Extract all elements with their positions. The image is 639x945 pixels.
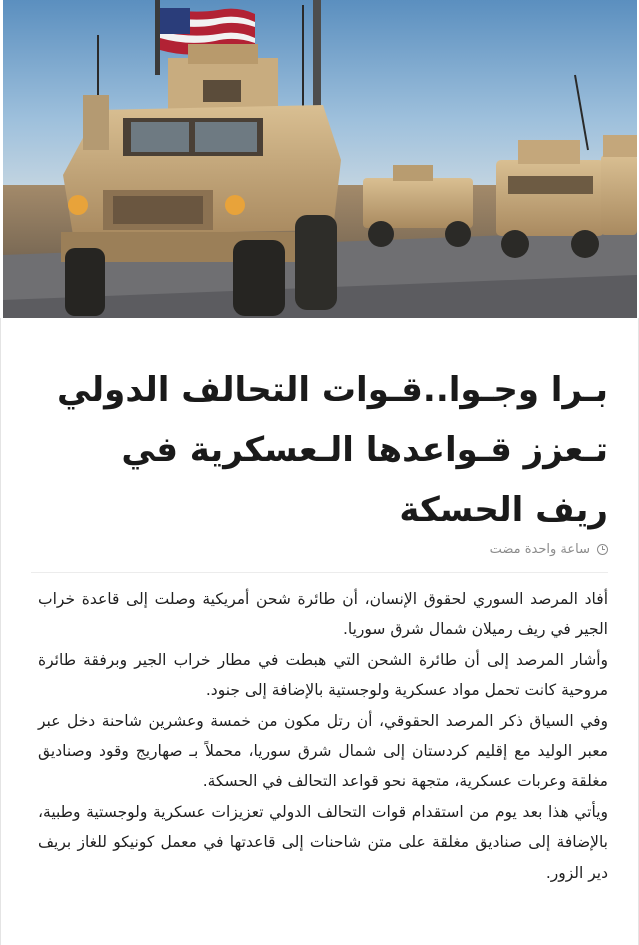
paragraph: وأشار المرصد إلى أن طائرة الشحن التي هبطت في مطار خراب الجير وبرفقة طائرة مروحية كانت تحمل مواد عسكرية ولوجستية بالإضافة إلى جنود.	[38, 650, 608, 700]
hero-image	[3, 0, 637, 318]
article	[0, 318, 639, 945]
paragraph: ويأتي هذا بعد يوم من استقدام قوات التحالف الدولي تعزيزات عسكرية ولوجستية وطبية، بالإضافة إلى صناديق مغلقة على متن شاحنات إلى قاعدتها في معمل كونيكو للغاز بريف دير الزور.	[38, 802, 608, 882]
timestamp: ساعة واحدة مضت	[489, 542, 590, 557]
paragraph: أفاد المرصد السوري لحقوق الإنسان، أن طائرة شحن أمريكية وصلت إلى قاعدة خراب الجير في ريف رميلان شمال شرق سوريا.	[38, 590, 608, 639]
background-vehicle	[601, 135, 637, 235]
divider	[31, 572, 608, 573]
article-meta	[490, 542, 608, 557]
article-title: بـرا وجـوا..قـوات التحالف الدولي تـعزز قـواعدها الـعسكرية في ريف الحسكة	[57, 370, 608, 530]
article-body	[38, 584, 608, 888]
clock-icon	[597, 544, 608, 555]
paragraph: وفي السياق ذكر المرصد الحقوقي، أن رتل مكون من خمسة وعشرين شاحنة دخل عبر معبر الوليد مع إقليم كردستان إلى شمال شرق سوريا، محملاً بـ صهاريج وقود وصناديق مغلقة وعربات عسكرية، متجهة نحو قواعد التحالف في الحسكة.	[38, 711, 608, 791]
